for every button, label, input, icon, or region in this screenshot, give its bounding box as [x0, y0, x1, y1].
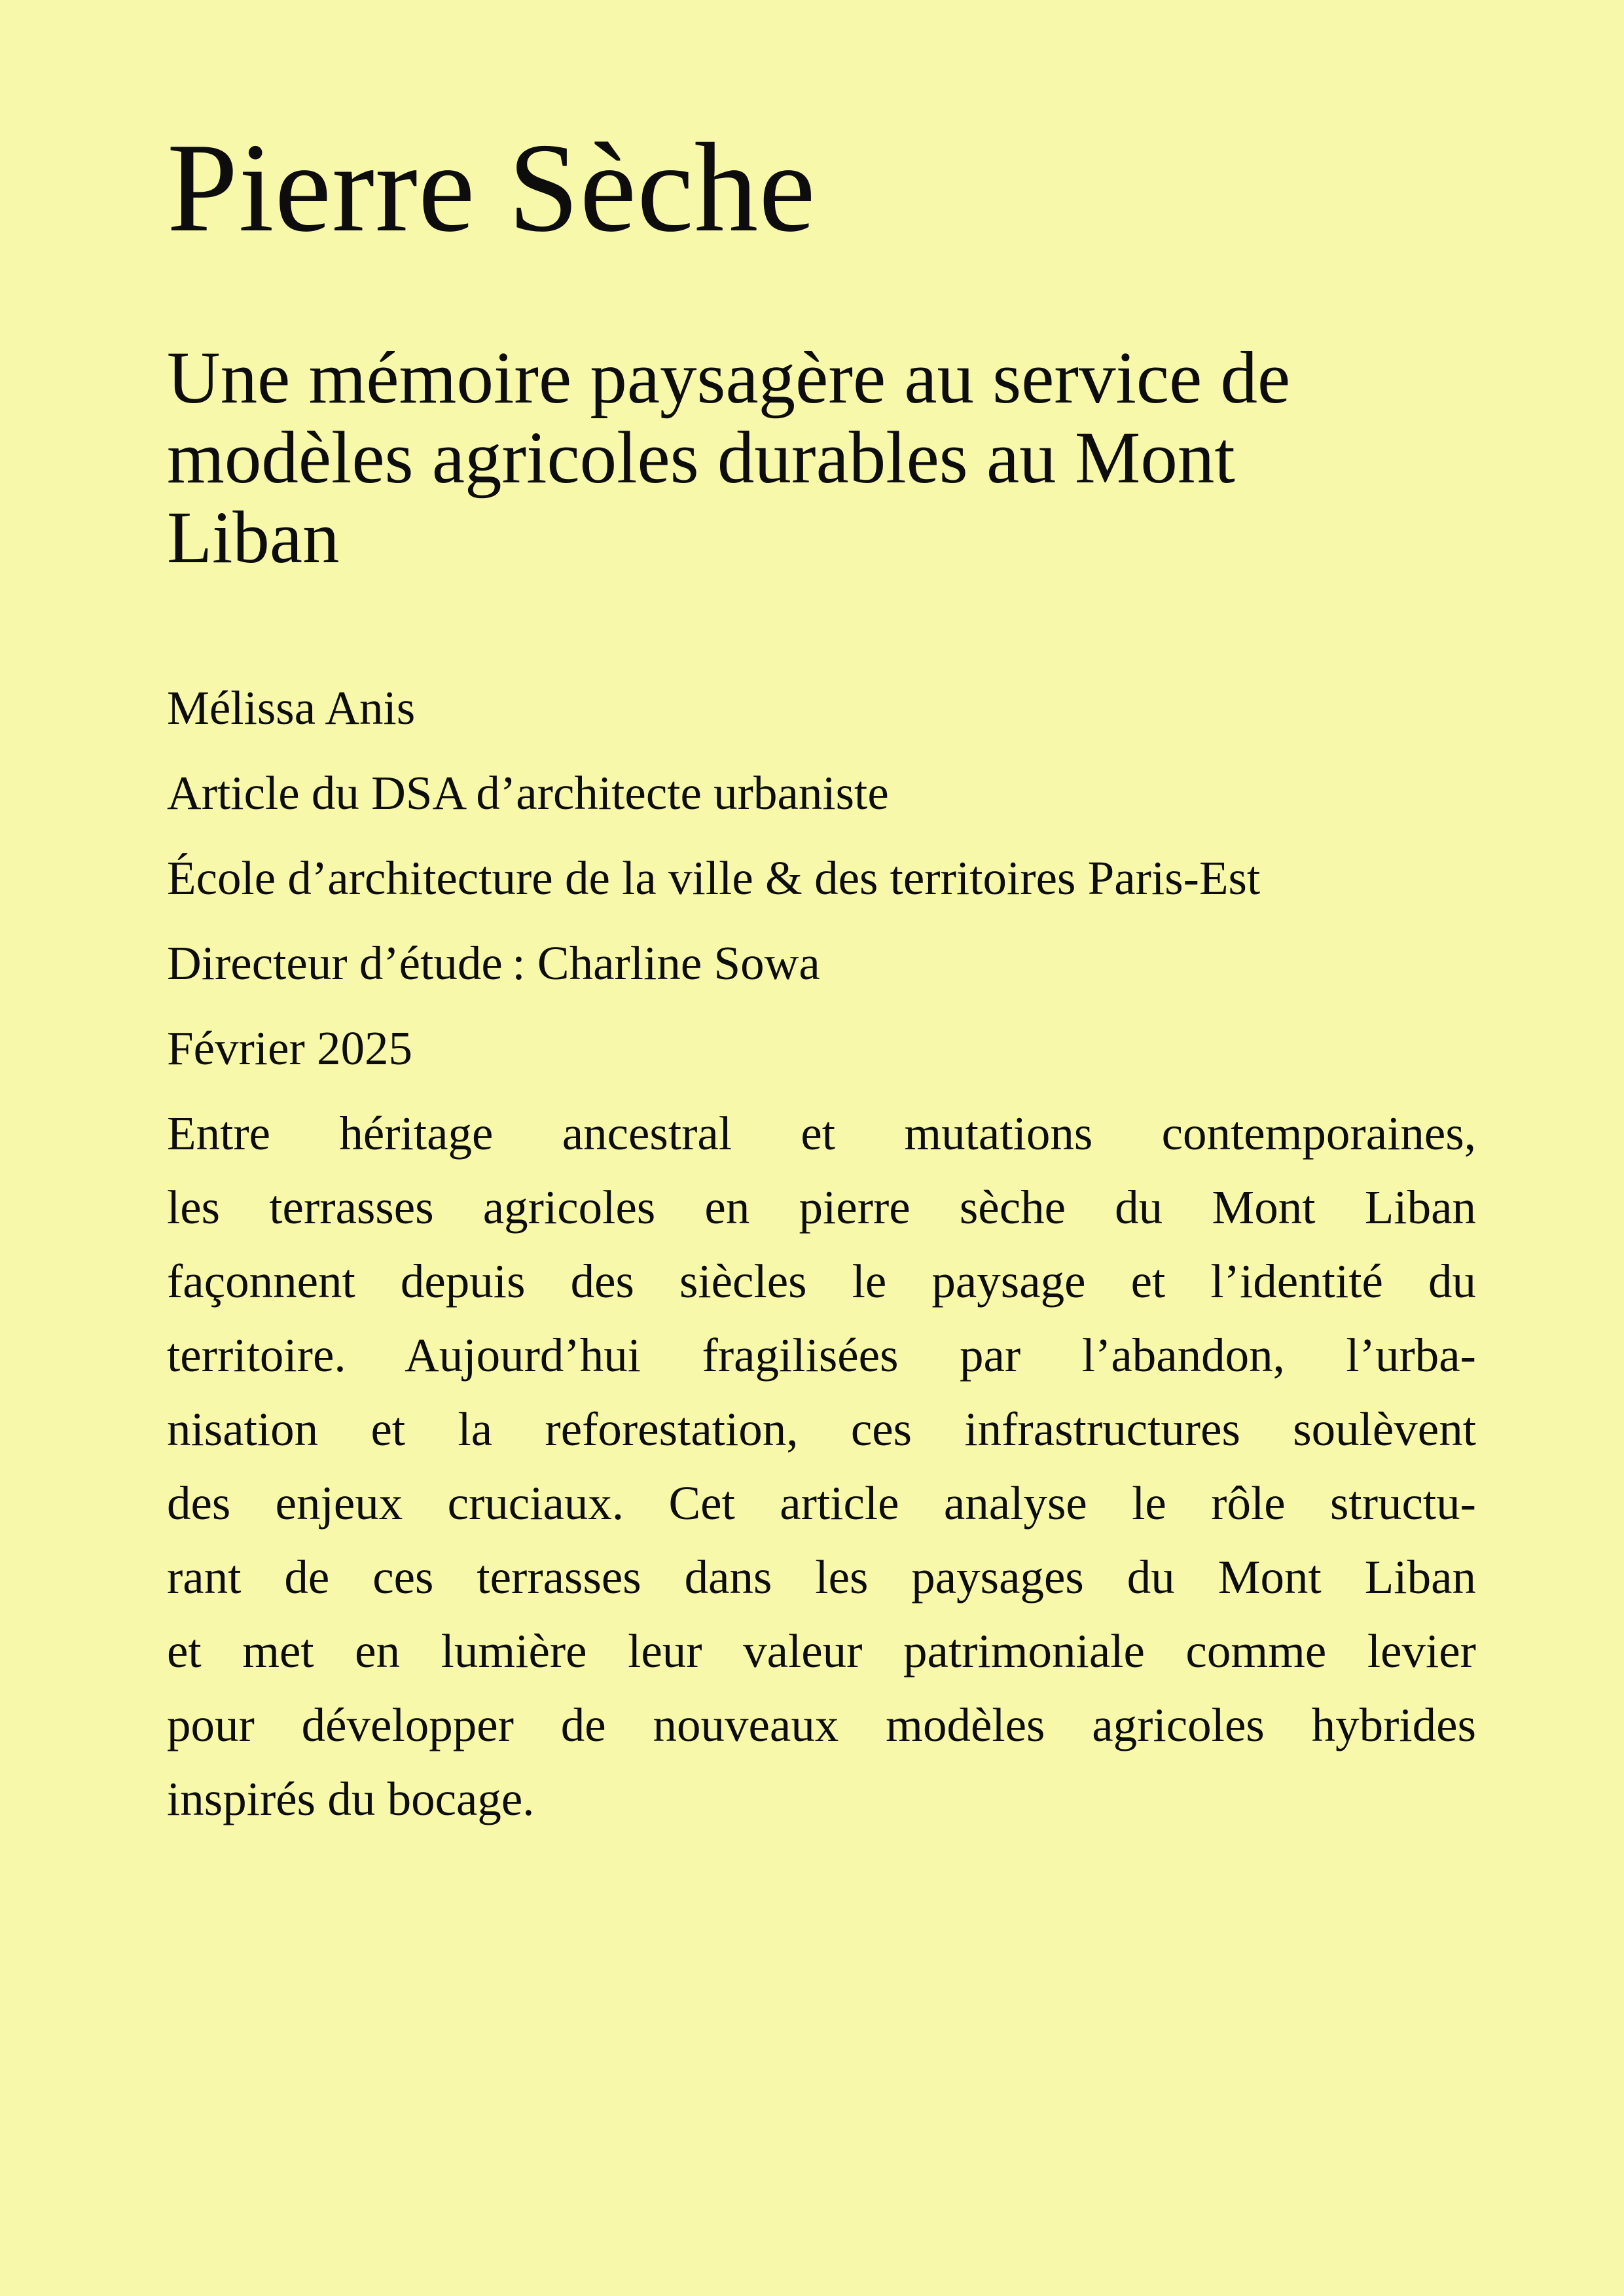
author-name: Mélissa Anis: [167, 681, 416, 734]
author-degree-line: Article du DSA d’architecte urbaniste: [167, 766, 889, 819]
subtitle-line: Liban: [167, 497, 340, 579]
abstract-line: façonnent depuis des siècles le paysage et l’identité du: [167, 1255, 1476, 1308]
page-title: Pierre Sèche: [167, 117, 816, 259]
author-director-line: Directeur d’étude : Charline Sowa: [167, 937, 820, 990]
abstract-line: Entre héritage ancestral et mutations contemporaines,: [167, 1107, 1476, 1160]
abstract-line: pour développer de nouveaux modèles agricoles hybrides: [167, 1698, 1476, 1751]
publication-date: Février 2025: [167, 1022, 413, 1075]
abstract-line: les terrasses agricoles en pierre sèche du Mont Liban: [167, 1181, 1476, 1234]
abstract-line: des enjeux cruciaux. Cet article analyse le rôle structu-: [167, 1477, 1476, 1530]
article-subtitle: [167, 338, 1476, 578]
author-school-line: École d’architecture de la ville & des territoires Paris-Est: [167, 852, 1261, 905]
subtitle-line: Une mémoire paysagère au service de: [167, 337, 1291, 419]
subtitle-line: modèles agricoles durables au Mont: [167, 417, 1235, 499]
author-block: [167, 666, 1476, 1091]
abstract-line: inspirés du bocage.: [167, 1772, 535, 1825]
abstract-line: nisation et la reforestation, ces infrastructures soulèvent: [167, 1403, 1476, 1456]
abstract-paragraph: [167, 1096, 1476, 1836]
abstract-line: territoire. Aujourd’hui fragilisées par l’abandon, l’urba-: [167, 1329, 1476, 1382]
abstract-line: et met en lumière leur valeur patrimoniale comme levier: [167, 1624, 1476, 1677]
abstract-line: rant de ces terrasses dans les paysages du Mont Liban: [167, 1551, 1476, 1604]
